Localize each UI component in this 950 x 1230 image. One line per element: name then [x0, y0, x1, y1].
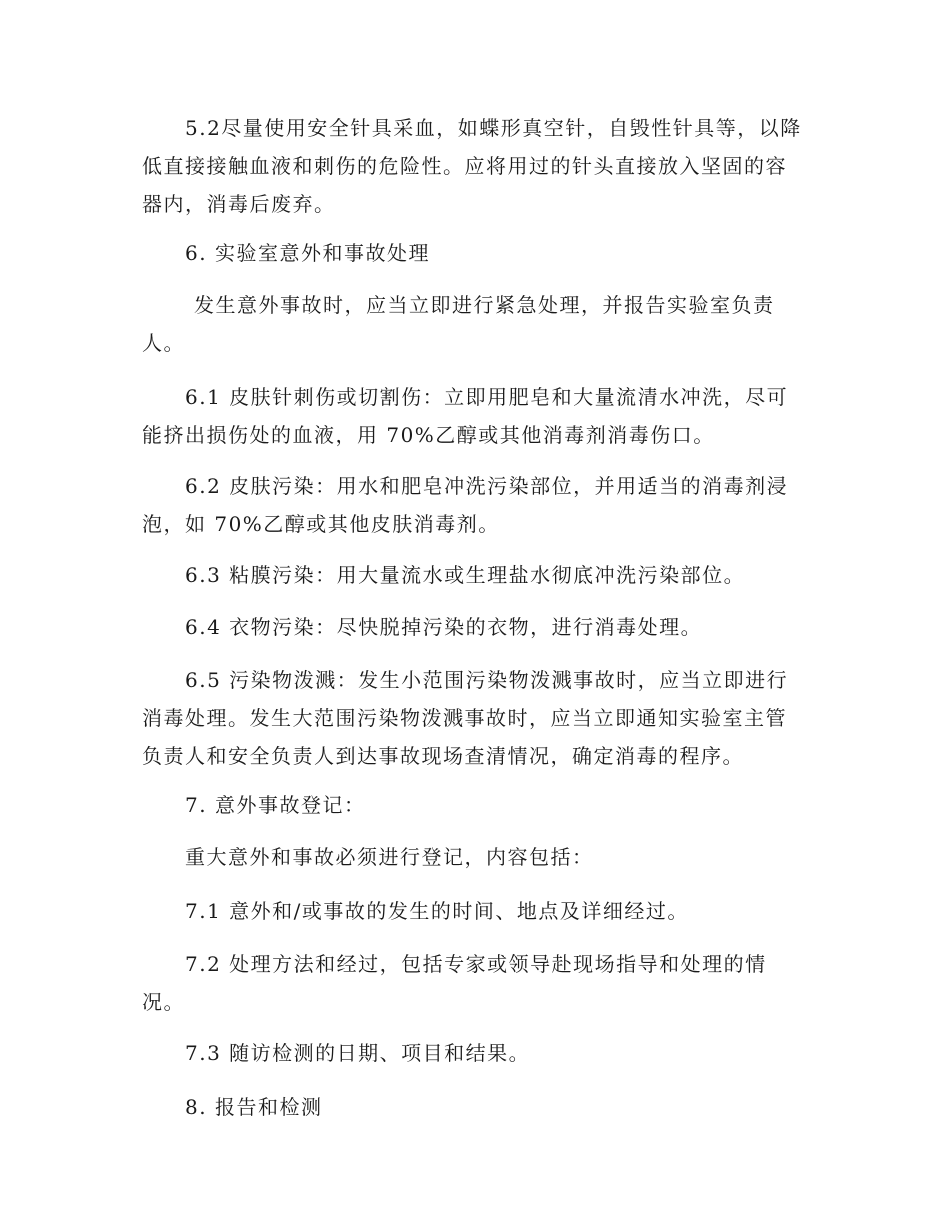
- paragraph-6-5: [142, 661, 810, 775]
- text-line: 7.3 随访检测的日期、项目和结果。: [185, 1041, 531, 1065]
- section-heading-7: [142, 786, 810, 824]
- text-line: 低直接接触血液和刺伤的危险性。应将用过的针头直接放入坚固的容: [142, 154, 787, 178]
- text-line: 7.1 意外和/或事故的发生的时间、地点及详细经过。: [185, 899, 689, 923]
- text-line: 6.1 皮肤针刺伤或切割伤：立即用肥皂和大量流清水冲洗，尽可: [185, 385, 789, 409]
- paragraph-6-1: [142, 378, 810, 454]
- text-line: 8. 报告和检测: [185, 1095, 323, 1119]
- paragraph-6-intro: [142, 286, 810, 362]
- text-line: 6.5 污染物泼溅：发生小范围污染物泼溅事故时，应当立即进行: [185, 668, 789, 692]
- text-line: 器内，消毒后废弃。: [142, 192, 336, 216]
- paragraph-7-intro: [142, 838, 810, 876]
- text-line: 7.2 处理方法和经过，包括专家或领导赴现场指导和处理的情: [185, 952, 767, 976]
- text-line: 负责人和安全负责人到达事故现场查清情况，确定消毒的程序。: [142, 744, 744, 768]
- text-line: 6.4 衣物污染：尽快脱掉污染的衣物，进行消毒处理。: [185, 615, 703, 639]
- paragraph-7-3: [142, 1034, 810, 1072]
- paragraph-6-4: [142, 608, 810, 646]
- paragraph-7-2: [142, 945, 810, 1021]
- text-line: 6.3 粘膜污染：用大量流水或生理盐水彻底冲洗污染部位。: [185, 563, 746, 587]
- text-line: 重大意外和事故必须进行登记，内容包括：: [185, 845, 594, 869]
- text-line: 人。: [142, 331, 185, 355]
- section-heading-6: [142, 234, 810, 272]
- text-line: 泡，如 70%乙醇或其他皮肤消毒剂。: [142, 512, 500, 536]
- text-line: 6. 实验室意外和事故处理: [185, 241, 430, 265]
- text-line: 消毒处理。发生大范围污染物泼溅事故时，应当立即通知实验室主管: [142, 706, 787, 730]
- paragraph-5-2: [142, 109, 810, 223]
- text-line: 况。: [142, 990, 185, 1014]
- section-heading-8: [142, 1088, 810, 1126]
- paragraph-6-2: [142, 467, 810, 543]
- text-line: 能挤出损伤处的血液，用 70%乙醇或其他消毒剂消毒伤口。: [142, 423, 715, 447]
- text-line: 发生意外事故时，应当立即进行紧急处理，并报告实验室负责: [194, 293, 775, 317]
- paragraph-7-1: [142, 892, 810, 930]
- paragraph-6-3: [142, 556, 810, 594]
- text-line: 7. 意外事故登记：: [185, 793, 366, 817]
- text-line: 6.2 皮肤污染：用水和肥皂冲洗污染部位，并用适当的消毒剂浸: [185, 474, 789, 498]
- text-line: 5.2尽量使用安全针具采血，如蝶形真空针，自毁性针具等，以降: [185, 116, 802, 140]
